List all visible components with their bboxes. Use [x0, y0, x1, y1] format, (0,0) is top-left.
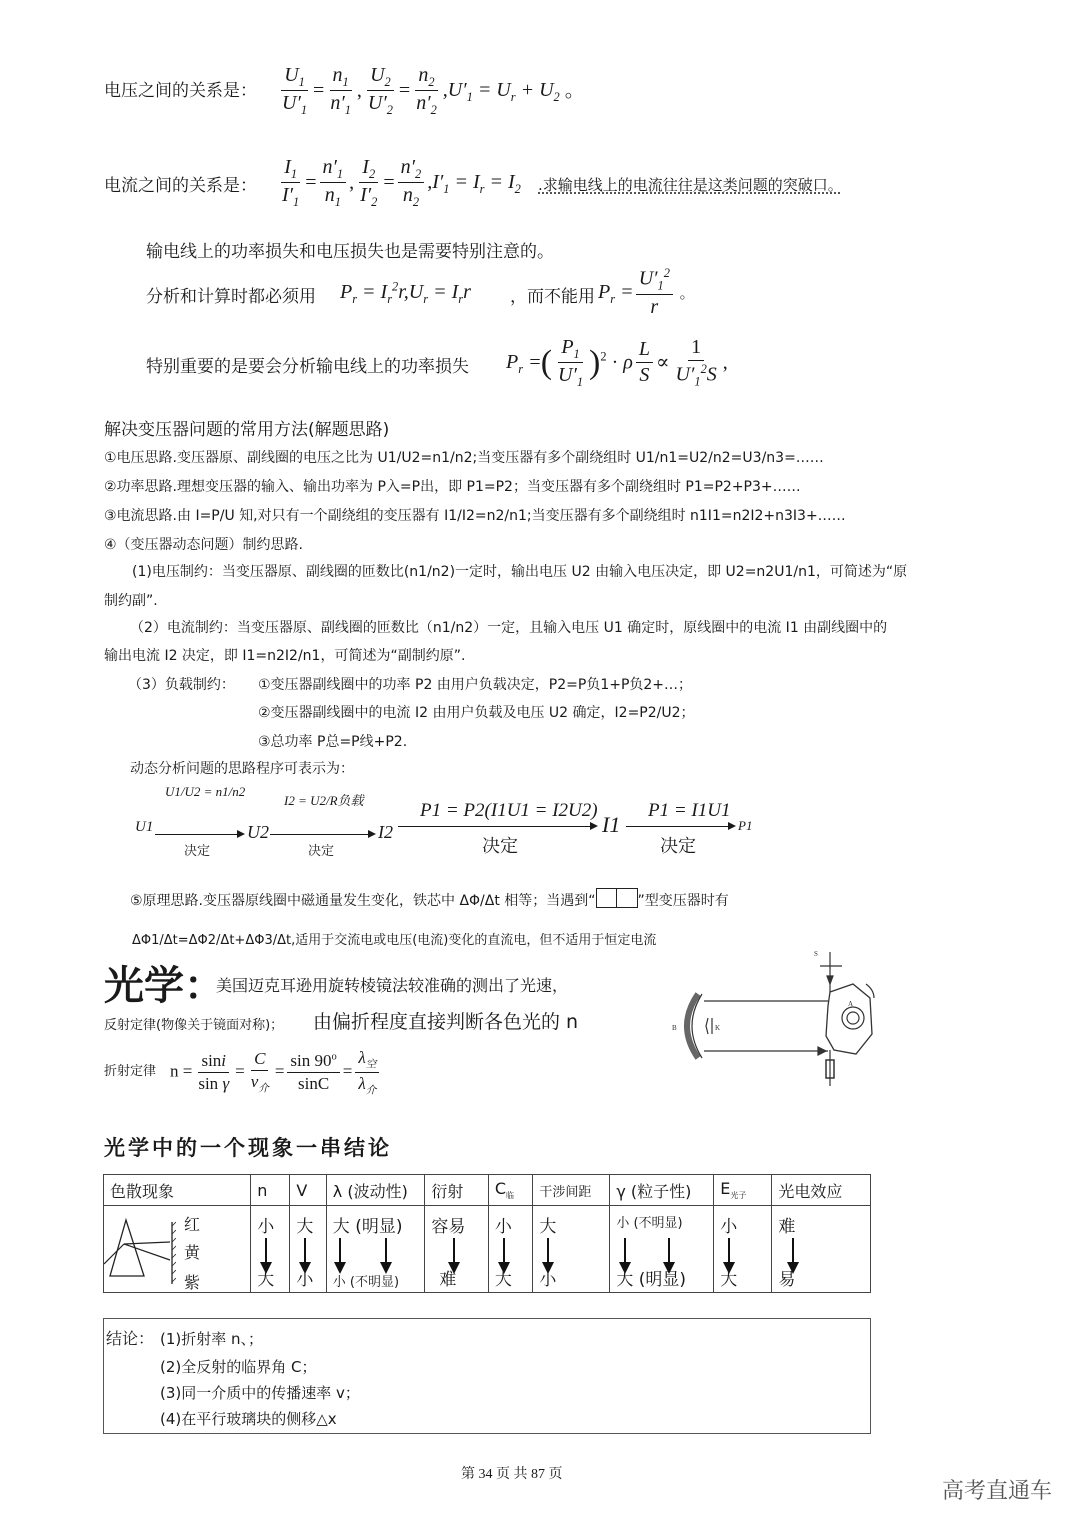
- current-relation-formula: $\frac{I_1}{I'_1}$ = $\frac{n'_1}{n_1}$ , $\frac{I_2}{I'_2}$ = $\frac{n'_2}{n_2}$ $,I'_1 = I_r = I_2$: [282, 156, 521, 210]
- phenomenon-title: 光学中的一个现象一串结论: [104, 1136, 392, 1160]
- methods-title: 解决变压器问题的常用方法(解题思路): [104, 420, 390, 440]
- flow-node-u2: U2: [247, 822, 269, 842]
- cell-photoelectric: 难 易: [772, 1206, 871, 1293]
- load-constraint-2: ②变压器副线圈中的电流 I2 由用户负载及电压 U2 确定，I2=P2/U2；: [258, 705, 695, 721]
- voltage-relation-formula: $\frac{U_1}{U'_1}$ = $\frac{n_1}{n'_1}$ , $\frac{U_2}{U'_2}$ = $\frac{n_2}{n'_2}$ $,U'_1 = U_r + U_2$ 。: [282, 64, 585, 118]
- cell-v: 大 小: [290, 1206, 326, 1293]
- col-interference-spacing: 干涉间距: [533, 1175, 610, 1206]
- method-power: ②功率思路.理想变压器的输入、输出功率为 P入=P出，即 P1=P2；当变压器有多个副绕组时 P1=P2+P3+……: [104, 479, 801, 495]
- page-number: 第 34 页 共 87 页: [461, 1467, 563, 1482]
- refraction-label: 折射定律: [104, 1064, 157, 1079]
- flow-node-i1: I1: [602, 812, 621, 837]
- dynamic-intro: 动态分析问题的思路程序可表示为：: [130, 761, 354, 777]
- principle-line1: ⑤原理思路.变压器原线圈中磁通量发生变化，铁芯中 ΔΦ/Δt 相等；当遇到“ ”型变压器时有: [130, 888, 729, 910]
- important-formula: $P_r$ =( $\frac{P_1}{U'_1}$ )$^2$ · ρ $\frac{L}{S}$ ∝ $\frac{1}{U'_1^2S}$ ,: [506, 336, 728, 390]
- arrow-down-icon: [385, 1238, 387, 1264]
- flow-step3-label: 决定: [482, 836, 518, 857]
- optics-heading: 光学：: [104, 963, 224, 1009]
- current-constraint-line2: 输出电流 I2 决定，即 I1=n2I2/n1，可简述为“副制约原”.: [104, 648, 466, 664]
- conclusion-item: (2)全反射的临界角 C；: [160, 1358, 317, 1376]
- label-a: A: [848, 1000, 854, 1008]
- col-v: V: [290, 1175, 326, 1206]
- col-diffraction: 衍射: [425, 1175, 488, 1206]
- arrow-down-icon: [668, 1238, 670, 1264]
- prism-cell: [104, 1206, 251, 1293]
- optics-reflection-law: 反射定律(物像关于镜面对称)；: [104, 1018, 284, 1033]
- optics-line1: 美国迈克耳逊用旋转棱镜法较准确的测出了光速，: [216, 976, 569, 995]
- arrow-down-icon: [339, 1238, 341, 1264]
- flow-step1-condition: U1/U2 = n1/n2: [165, 784, 246, 799]
- conclusion-item: (4)在平行玻璃块的侧移△x: [160, 1410, 337, 1428]
- dispersion-table: [103, 1174, 871, 1293]
- voltage-constraint-line2: 制约副”.: [104, 593, 158, 609]
- current-relation-note: .求输电线上的电流往往是这类问题的突破口。: [538, 176, 843, 194]
- must-use-prefix: 分析和计算时都必须用: [146, 287, 316, 307]
- col-photon-energy: $E_{光子}$: [714, 1175, 772, 1206]
- col-photoelectric: 光电效应: [772, 1175, 871, 1206]
- arrow-down-icon: [547, 1238, 549, 1264]
- table-data-row: [104, 1206, 871, 1293]
- arrow-down-icon: [728, 1238, 730, 1264]
- conclusion-item: (1)折射率 n、；: [160, 1330, 264, 1348]
- forbidden-formula: $P_r$ = $\frac{U'_1^2}{r}$ 。: [598, 266, 695, 318]
- watermark: 高考直通车: [942, 1479, 1053, 1504]
- col-frequency: γ (粒子性): [610, 1175, 714, 1206]
- current-constraint-line1: （2）电流制约：当变压器原、副线圈的匝数比（n1/n2）一定，且输入电压 U1 确定时，原线圈中的电流 I1 由副线圈中的: [130, 620, 888, 636]
- col-dispersion: 色散现象: [104, 1175, 251, 1206]
- table-header-row: [104, 1175, 871, 1206]
- current-relation-label: 电流之间的关系是：: [104, 176, 257, 196]
- col-wavelength: λ (波动性): [326, 1175, 425, 1206]
- conclusion-label: 结论：: [106, 1329, 155, 1348]
- voltage-relation-label: 电压之间的关系是：: [104, 81, 257, 101]
- conclusion-box: [103, 1318, 871, 1434]
- michelson-apparatus-diagram: [668, 946, 878, 1088]
- must-use-middle: ，而不能用: [510, 287, 595, 307]
- must-use-formula: $P_r = I_r^2r,U_r = I_rr$: [340, 279, 471, 306]
- color-red: 红: [184, 1215, 201, 1234]
- label-k: K: [715, 1024, 721, 1032]
- load-constraint-1: ①变压器副线圈中的功率 P2 由用户负载决定，P2=P负1+P负2+…；: [258, 677, 693, 693]
- arrow-down-icon: [304, 1238, 306, 1264]
- load-constraint-3: ③总功率 P总=P线+P2.: [258, 734, 408, 750]
- arrow-down-icon: [453, 1238, 455, 1264]
- cell-interference: 大 小: [533, 1206, 610, 1293]
- color-yellow: 黄: [184, 1243, 201, 1262]
- arrow-down-icon: [503, 1238, 505, 1264]
- method-voltage: ①电压思路.变压器原、副线圈的电压之比为 U1/U2=n1/n2;当变压器有多个副绕组时 U1/n1=U2/n2=U3/n3=……: [104, 450, 824, 466]
- load-constraint-label: （3）负载制约：: [128, 677, 235, 693]
- prism-dispersion-icon: [104, 1212, 176, 1288]
- flow-step4-label: 决定: [660, 836, 696, 857]
- optics-deviation-note: 由偏折程度直接判断各色光的 n: [313, 1011, 579, 1033]
- method-dynamic: ④（变压器动态问题）制约思路.: [104, 537, 304, 553]
- cell-photon-energy: 小 大: [714, 1206, 772, 1293]
- cell-frequency: 小 (不明显) 大 (明显): [610, 1206, 714, 1293]
- refraction-formula: n = $\frac{\sin i}{\text{sin γ}}$ = $\frac{C}{v_介}$ = $\frac{\sin 90^o}{\sin C}$ = $\frac{\lambda_空}{\lambda_介}$: [170, 1048, 382, 1096]
- arrow-down-icon: [265, 1238, 267, 1264]
- label-b: B: [672, 1024, 677, 1032]
- principle-line2: ΔΦ1/Δt=ΔΦ2/Δt+ΔΦ3/Δt,适用于交流电或电压(电流)变化的直流电，但不适用于恒定电流: [132, 933, 657, 948]
- flow-step4-condition: P1 = I1U1: [648, 800, 731, 821]
- method-current: ③电流思路.由 I=P/U 知,对只有一个副绕组的变压器有 I1/I2=n2/n1;当变压器有多个副绕组时 n1I1=n2I2+n3I3+……: [104, 508, 846, 524]
- cell-n: 小 大: [251, 1206, 290, 1293]
- flow-step2-label: 决定: [308, 844, 335, 859]
- cell-critical-angle: 小 大: [488, 1206, 533, 1293]
- flow-node-i2: I2: [378, 822, 393, 842]
- cell-diffraction: 容易 难: [425, 1206, 488, 1293]
- conclusion-item: (3)同一介质中的传播速率 v；: [160, 1384, 360, 1402]
- label-s: S: [814, 950, 818, 958]
- power-loss-note: 输电线上的功率损失和电压损失也是需要特别注意的。: [146, 242, 554, 262]
- flow-start: U1: [135, 819, 154, 835]
- voltage-constraint-line1: (1)电压制约：当变压器原、副线圈的匝数比(n1/n2)一定时，输出电压 U2 由输入电压决定，即 U2=n2U1/n1，可简述为“原: [132, 564, 908, 580]
- col-n: n: [251, 1175, 290, 1206]
- arrow-down-icon: [624, 1238, 626, 1264]
- color-violet: 紫: [184, 1273, 201, 1292]
- arrow-down-icon: [792, 1238, 794, 1264]
- important-text: 特别重要的是要会分析输电线上的功率损失: [146, 357, 469, 377]
- flow-step3-condition: P1 = P2(I1U1 = I2U2): [420, 800, 598, 821]
- double-core-symbol: [596, 888, 638, 908]
- flow-step2-condition: I2 = U2/R负载: [284, 793, 364, 808]
- col-critical-angle: $C_临$: [488, 1175, 533, 1206]
- flow-step1-label: 决定: [184, 844, 211, 859]
- cell-wavelength: 大 (明显) 小 (不明显): [326, 1206, 425, 1293]
- flow-end: P1: [738, 818, 753, 833]
